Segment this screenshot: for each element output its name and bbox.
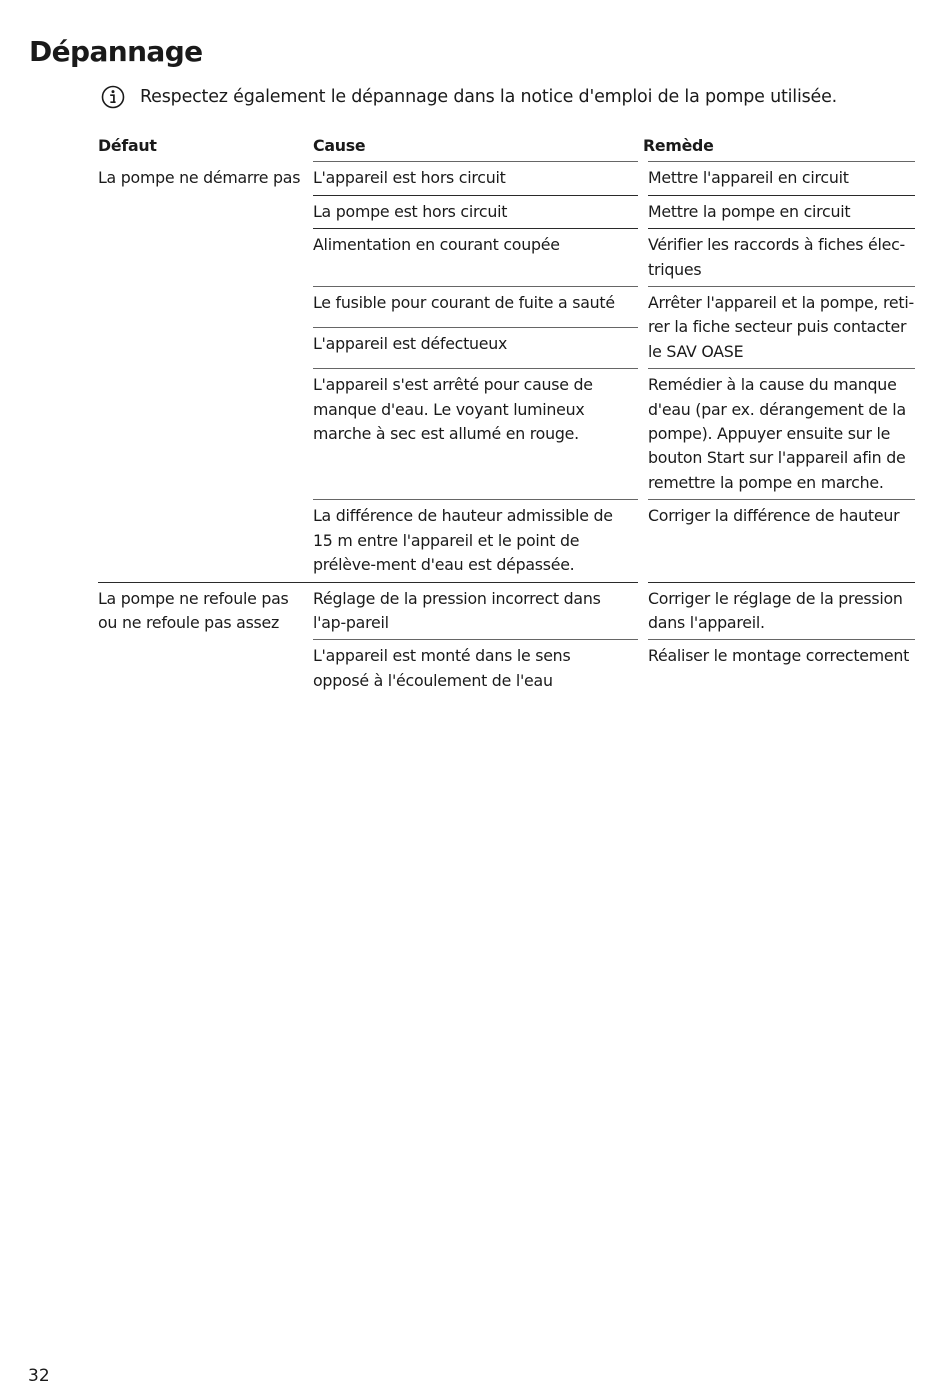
header-cause: Cause (313, 136, 366, 155)
remede-cell: Mettre l'appareil en circuit (643, 162, 915, 195)
table-row (98, 162, 915, 195)
remede-cell: Vérifier les raccords à fiches élec-triques (643, 229, 915, 287)
cause-cell: L'appareil est défectueux (313, 328, 643, 369)
info-note (101, 84, 837, 110)
info-note-text: Respectez également le dépannage dans la notice d'emploi de la pompe utilisée. (140, 87, 838, 107)
cause-cell: Alimentation en courant coupée (313, 229, 643, 287)
info-icon (101, 85, 125, 109)
cause-cell: L'appareil s'est arrêté pour cause de manque d'eau. Le voyant lumineux marche à sec est allumé en rouge. (313, 369, 643, 500)
cause-cell: L'appareil est monté dans le sens opposé à l'écoulement de l'eau (313, 640, 643, 697)
table-row (98, 582, 915, 640)
table-header-row (98, 132, 915, 162)
header-defaut: Défaut (98, 136, 157, 155)
cause-cell: La différence de hauteur admissible de 15 m entre l'appareil et le point de prélève-ment d'eau est dépassée. (313, 500, 643, 582)
defaut-cell: La pompe ne refoule pas ou ne refoule pas assez (98, 582, 313, 697)
header-remede: Remède (643, 136, 714, 155)
remede-cell: Arrêter l'appareil et la pompe, reti-rer la fiche secteur puis contacter le SAV OASE (643, 287, 915, 369)
defaut-cell: La pompe ne démarre pas (98, 167, 301, 187)
remede-cell: Corriger le réglage de la pression dans l'appareil. (643, 582, 915, 640)
page-title: Dépannage (29, 35, 203, 68)
cause-cell: La pompe est hors circuit (313, 195, 643, 228)
remede-cell: Réaliser le montage correctement (643, 640, 915, 697)
cause-cell: Le fusible pour courant de fuite a sauté (313, 287, 643, 328)
remede-cell: Remédier à la cause du manque d'eau (par ex. dérangement de la pompe). Appuyer ensuite sur le bouton Start sur l'appareil afin de remettre la pompe en marche. (643, 369, 915, 500)
troubleshooting-table (98, 132, 915, 697)
remede-cell: Mettre la pompe en circuit (643, 195, 915, 228)
cause-cell: L'appareil est hors circuit (313, 162, 643, 195)
remede-cell: Corriger la différence de hauteur (643, 500, 915, 582)
page-number: 32 (28, 1366, 50, 1386)
cause-cell: Réglage de la pression incorrect dans l'ap-pareil (313, 582, 643, 640)
